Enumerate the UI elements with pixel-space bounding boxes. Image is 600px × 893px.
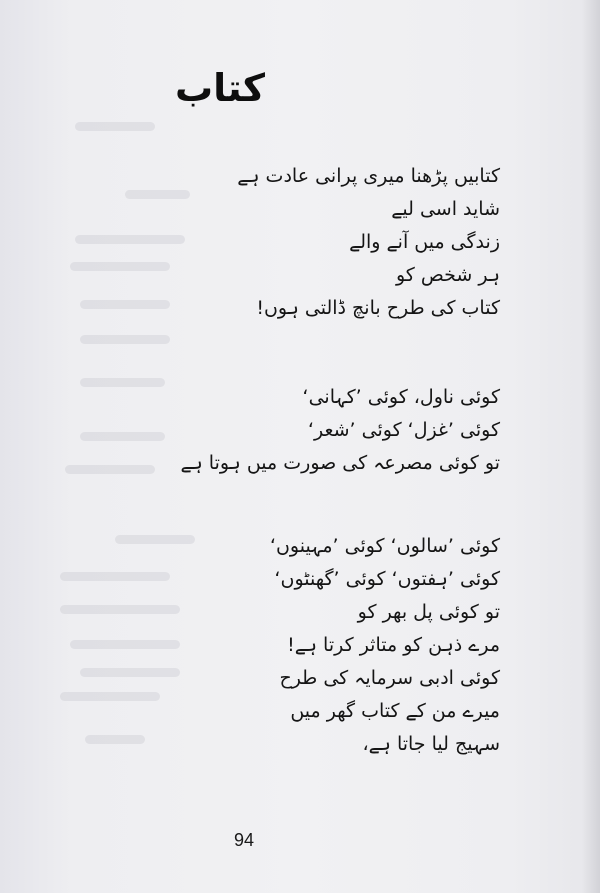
stanza-2 [150,381,500,480]
poem-line: تو کوئی پل بھر کو [357,601,500,623]
poem-line: کوئی ’غزل‘ کوئی ’شعر‘ [307,419,500,441]
poem-line: کوئی ’سالوں‘ کوئی ’مہینوں‘ [269,535,500,557]
bleed-through-mark [75,122,155,131]
poem-title: کتاب [174,66,266,110]
stanza-gap [150,325,500,381]
poem-line: کوئی ناول، کوئی ’کہانی‘ [302,386,500,408]
bleed-through-mark [85,735,145,744]
poem-line: سہیج لیا جاتا ہے، [362,733,500,755]
poem-line: کوئی ادبی سرمایہ کی طرح [279,667,500,689]
poem-line: کتابیں پڑھنا میری پرانی عادت ہے [237,165,500,187]
poem-line: تو کوئی مصرعہ کی صورت میں ہوتا ہے [180,452,500,474]
poem-line: ہر شخص کو [395,264,500,286]
page-number: 94 [233,830,255,850]
stanza-gap [150,480,500,530]
poem-line: کوئی ’ہفتوں‘ کوئی ’گھنٹوں‘ [274,568,500,590]
stanza-3 [150,530,500,761]
page-edge-shadow [582,0,600,893]
poem-line: شاید اسی لیے [391,198,500,220]
stanza-1 [150,160,500,325]
poem-body [150,160,500,761]
bleed-through-mark [65,465,155,474]
bleed-through-mark [60,692,160,701]
poem-line: کتاب کی طرح بانچ ڈالتی ہوں! [256,297,500,319]
poem-line: زندگی میں آنے والے [349,231,500,253]
poem-line: مرے ذہن کو متاثر کرتا ہے! [287,634,500,656]
poem-line: میرے من کے کتاب گھر میں [290,700,500,722]
